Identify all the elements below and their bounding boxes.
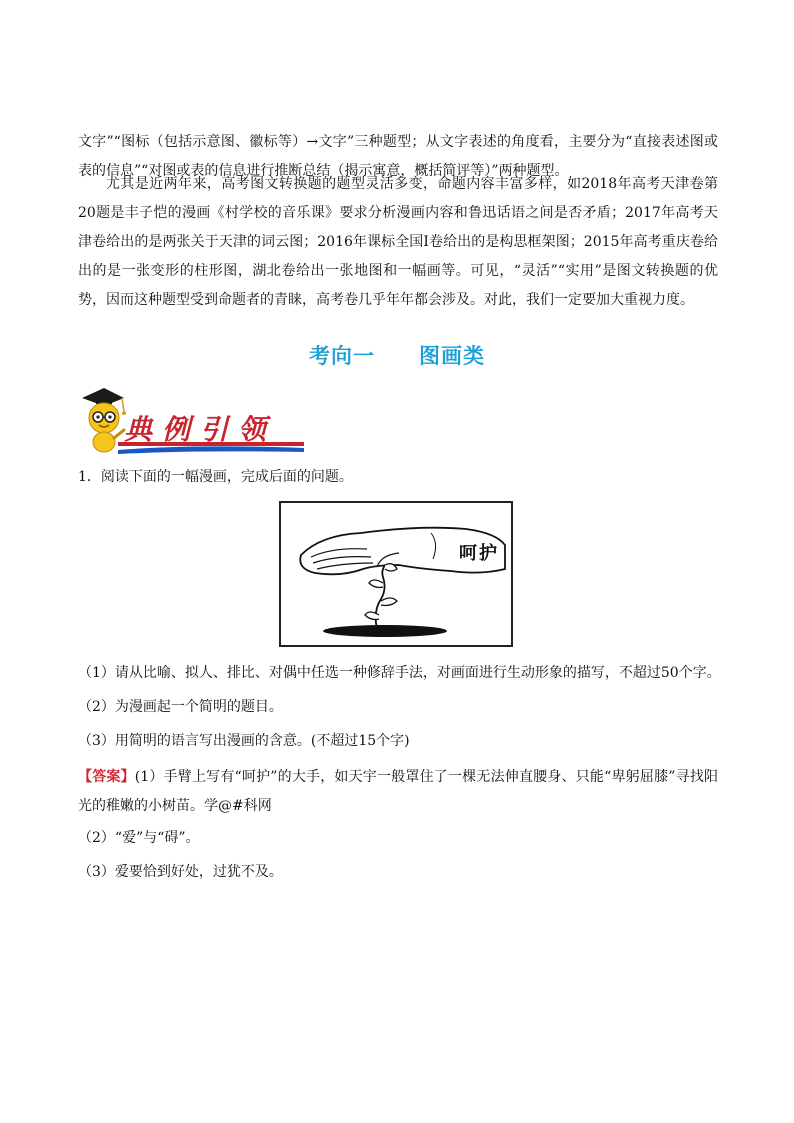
sub-question-1: （1）请从比喻、拟人、排比、对偶中任选一种修辞手法，对画面进行生动形象的描写，不超过50个字。 — [78, 665, 721, 681]
cartoon-illustration — [281, 503, 511, 645]
sub-question-3: （3）用简明的语言写出漫画的含意。(不超过15个字) — [78, 733, 410, 749]
section-title-right: 图画类 — [419, 344, 485, 368]
cartoon-label: 呵护 — [459, 543, 499, 564]
intro-paragraph-1: 文字”“图标（包括示意图、徽标等）→文字”三种题型；从文字表述的角度看，主要分为“直接表述图或表的信息”“对图或表的信息进行推断总结（揭示寓意，概括简评等）”两种题型。 — [78, 134, 718, 179]
question-intro: 1．阅读下面的一幅漫画，完成后面的问题。 — [78, 469, 353, 485]
example-banner — [74, 384, 306, 458]
sub-question-2: （2）为漫画起一个简明的题目。 — [78, 699, 283, 715]
cartoon-figure — [279, 501, 513, 647]
section-title — [0, 340, 794, 370]
answer-2: （2）“爱”与“碍”。 — [78, 830, 200, 846]
section-title-left: 考向一 — [309, 344, 375, 368]
answer-3: （3）爱要恰到好处，过犹不及。 — [78, 864, 283, 880]
answer-1-text: (1）手臂上写有“呵护”的大手，如天宇一般罩住了一棵无法伸直腰身、只能“卑躬屈膝”寻找阳光的稚嫩的小树苗。学@#科网 — [78, 769, 719, 814]
answer-1 — [78, 763, 718, 821]
intro-paragraph-2: 尤其是近两年来，高考图文转换题的题型灵活多变，命题内容丰富多样，如2018年高考天津卷第20题是丰子恺的漫画《村学校的音乐课》要求分析漫画内容和鲁迅话语之间是否矛盾；2017年高考天津卷给出的是两张关于天津的词云图；2016年课标全国Ⅰ卷给出的是构思框架图；2015年高考重庆卷给出的是一张变形的柱形图，湖北卷给出一张地图和一幅画等。可见，“灵活”“实用”是图文转换题的优势，因而这种题型受到命题者的青睐，高考卷几乎年年都会涉及。对此，我们一定要加大重视力度。 — [78, 176, 718, 308]
answer-tag: 【答案】 — [78, 769, 135, 785]
banner-title: 典例引领 — [124, 413, 277, 446]
